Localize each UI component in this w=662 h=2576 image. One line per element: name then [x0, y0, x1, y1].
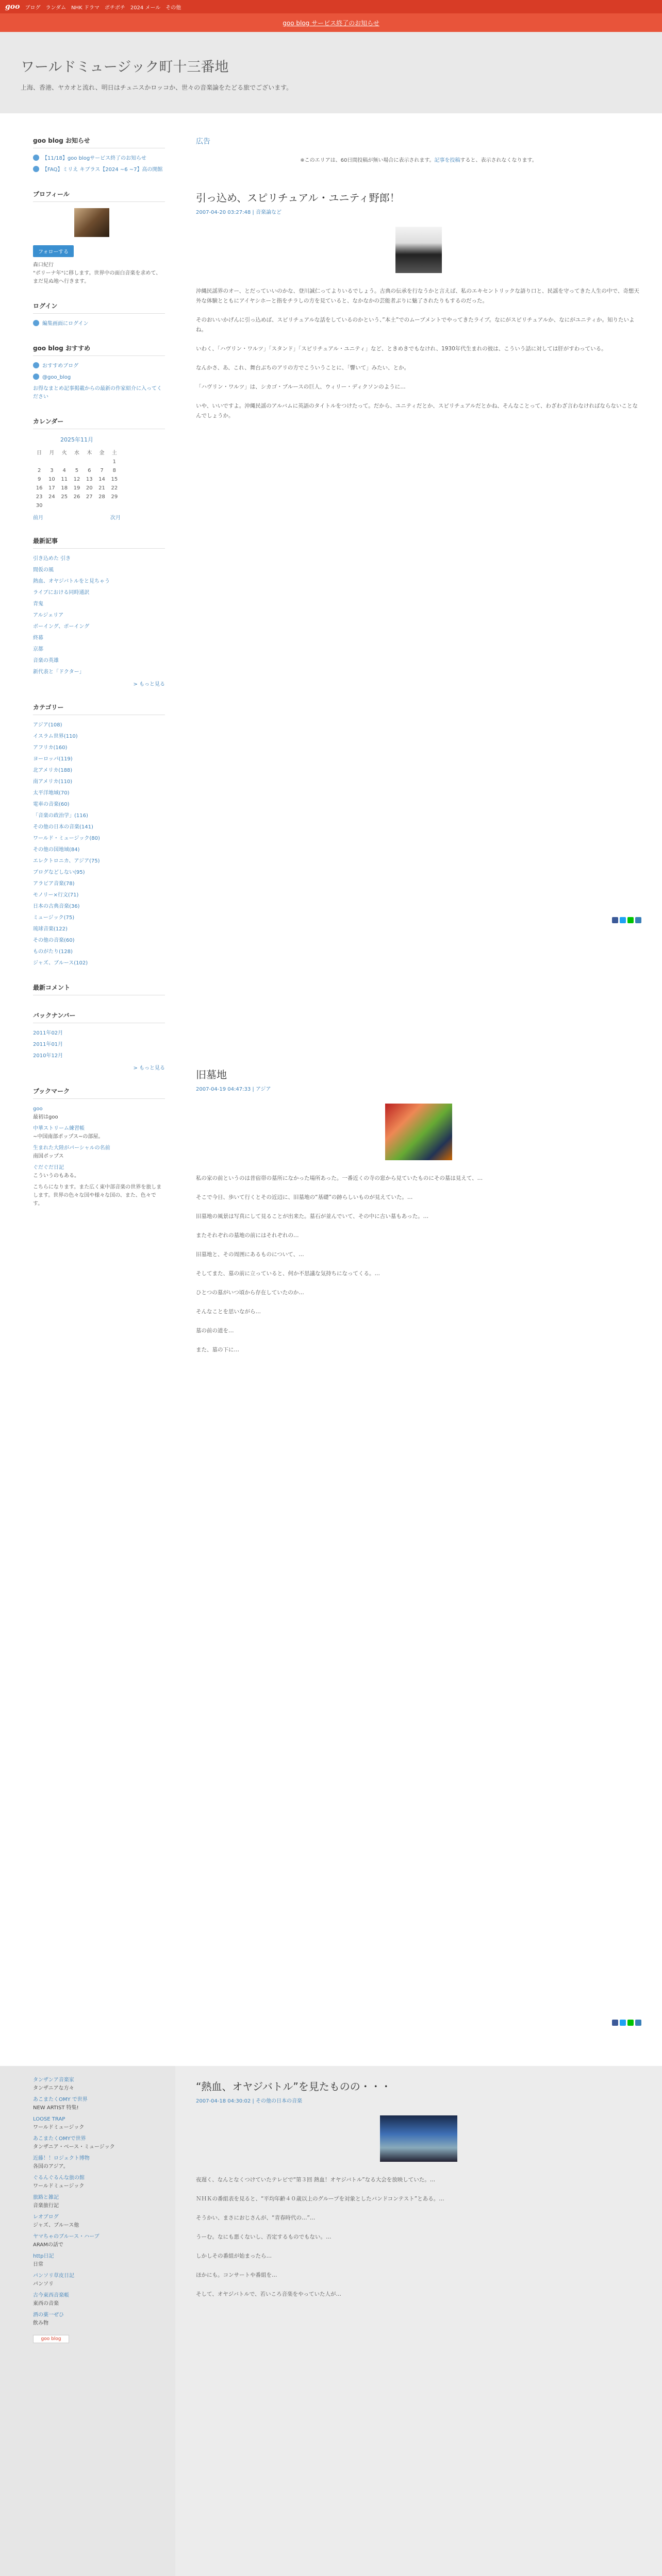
recent-article-link[interactable]: 間仮の風 — [33, 567, 54, 573]
bookmark-desc: こういうのもある。 — [33, 1173, 79, 1179]
post-paragraph: 墓の前の道を… — [196, 1328, 234, 1334]
profile-name: 森口紀行 — [33, 262, 54, 268]
calendar-day[interactable]: 27 — [86, 494, 93, 500]
bookmark-link[interactable]: 古今東西音楽帳 — [33, 2293, 69, 2298]
calendar-week — [33, 457, 121, 466]
sidebar-recommend-title: goo blog おすすめ — [33, 344, 165, 356]
bookmark-desc: ワールドミュージック — [33, 2125, 85, 2130]
bookmark-desc: 南国ポップス — [33, 1154, 64, 1159]
line-share-icon[interactable] — [627, 917, 634, 923]
calendar-day[interactable]: 23 — [36, 494, 43, 500]
post-paragraph: いや、いいですよ。沖縄民謡のアルバムに英語のタイトルをつけたって。だから、ユニティだとか、スピリチュアルだとかね、そんなことって、わざわざ言わなければならないことなんでしょうか。 — [196, 403, 638, 419]
bookmark-link[interactable]: http日記 — [33, 2253, 54, 2259]
bookmark-desc: 最初はgoo — [33, 1114, 58, 1120]
calendar-week — [33, 484, 121, 493]
recommend-blog-link[interactable]: おすすめブログ — [42, 363, 79, 369]
bookmark-desc: 日常 — [33, 2262, 43, 2267]
bookmark-desc: 飲み物 — [33, 2320, 48, 2326]
calendar-week — [33, 493, 121, 501]
sidebar-category — [33, 703, 165, 968]
list-item[interactable] — [33, 657, 165, 665]
category-link[interactable]: アラビア音楽(78) — [33, 881, 75, 887]
sidebar-recent-comment-title: 最新コメント — [33, 983, 165, 995]
list-item[interactable] — [33, 778, 165, 786]
top-link[interactable]: ボチボチ — [104, 5, 125, 11]
calendar-day[interactable]: 10 — [48, 477, 55, 482]
category-link[interactable]: モノリー×行文(71) — [33, 892, 79, 898]
post-body — [196, 286, 641, 421]
facebook-share-icon[interactable] — [612, 2020, 618, 2026]
bookmark-share-icon[interactable] — [635, 2020, 641, 2026]
top-link[interactable]: ブログ — [25, 5, 41, 11]
list-item[interactable] — [33, 891, 165, 900]
bookmark-item[interactable] — [33, 2252, 165, 2269]
recommend-text[interactable]: お得なまとめ記事掲載からの最新の作家紹介に入ってください — [33, 386, 162, 400]
list-item[interactable] — [33, 846, 165, 854]
blog-post — [175, 2078, 662, 2309]
sidebar-recent-comment — [33, 983, 165, 995]
calendar-day[interactable]: 28 — [98, 494, 105, 500]
post-meta: 2007-04-19 04:47:33 | アジア — [196, 1087, 271, 1092]
category-link[interactable]: 「音楽の政治学」(116) — [33, 813, 88, 819]
calendar-weekday: 土 — [111, 450, 117, 456]
sidebar-backnumber — [33, 1011, 165, 1071]
post-paragraph: 夜遅く、なんとなくつけていたテレビで“第３回 熱血！オヤジバトル”なる大会を放映していた。… — [196, 2177, 436, 2183]
post-paragraph: ひとつの墓がいつ頃から存在していたのか… — [196, 1290, 304, 1296]
category-link[interactable]: ブログなどしない(95) — [33, 870, 85, 875]
calendar-day[interactable]: 19 — [73, 485, 80, 491]
ad-notice: ※このエリアは、60日間投稿が無い場合に表示されます。記事を投稿すると、表示されなくなります。 — [300, 158, 537, 163]
category-link[interactable]: 南アメリカ(110) — [33, 779, 73, 785]
list-item[interactable] — [33, 880, 165, 888]
top-link[interactable]: ランダム — [45, 5, 67, 11]
calendar-day — [45, 457, 58, 466]
main-content-lower — [175, 2066, 662, 2576]
bookmark-desc: 各国のアジア。 — [33, 2164, 69, 2170]
login-icon — [33, 320, 39, 326]
bookmark-share-icon[interactable] — [635, 917, 641, 923]
calendar-day[interactable]: 16 — [36, 485, 43, 491]
top-links — [25, 3, 186, 11]
calendar-weekday: 月 — [49, 450, 55, 456]
recent-article-link[interactable]: 引き込めた 引き — [33, 556, 71, 562]
info-icon — [33, 166, 39, 172]
recent-article-link[interactable]: 終幕 — [33, 635, 43, 641]
calendar-week — [33, 501, 121, 510]
share-buttons — [612, 2020, 641, 2026]
list-item[interactable] — [33, 733, 165, 741]
post-title[interactable]: 旧墓地 — [196, 1069, 227, 1081]
bookmark-link[interactable]: LOOSE TRAP — [33, 2116, 65, 2122]
recent-article-link[interactable]: ボーイング、ボーイング — [33, 624, 90, 630]
post-paragraph: なんかさ、あ、これ、舞台ぶちのアリの方でこういうことに、「響いて」みたい、とか。 — [196, 365, 410, 371]
bookmark-item[interactable] — [33, 2233, 165, 2249]
post-paragraph: うーむ。なにも悪くないし、否定するものでもない。… — [196, 2234, 332, 2240]
notice-item[interactable]: 【FAQ】ミリえ キブラス【2024 ~6 ~7】高の開館 — [33, 166, 165, 174]
calendar-day — [33, 457, 45, 466]
calendar-day — [71, 457, 83, 466]
calendar-next-link[interactable]: 次月 — [110, 515, 121, 521]
backnumber-link[interactable]: 2010年12月 — [33, 1053, 63, 1059]
sidebar-category-title: カテゴリー — [33, 703, 165, 715]
post-paragraph: そのおいいかげんに引っ込めば、スピリチュアルな話をしているのかという、”本土”でのムーブメントでやってきたライブ。なにがスピリチュアルか、なにがユニティか。知りたいよね。 — [196, 317, 635, 333]
post-image[interactable] — [380, 2115, 457, 2162]
list-item[interactable] — [33, 1029, 165, 1038]
twitter-share-icon[interactable] — [620, 917, 626, 923]
share-buttons — [612, 917, 641, 923]
post-paragraph: そうかい、まさにおじさんが、“青春時代の…”… — [196, 2215, 316, 2221]
calendar-table — [33, 447, 121, 510]
calendar-day[interactable]: 25 — [61, 494, 68, 500]
goo-logo[interactable]: goo — [5, 3, 20, 11]
backnumber-link[interactable]: 2011年02月 — [33, 1030, 63, 1036]
sidebar-backnumber-title: バックナンバー — [33, 1011, 165, 1023]
sidebar-recommend — [33, 344, 165, 401]
post-paragraph: 沖縄民謡界のオー、とだっていいのかな、登川誠仁ってよりいるでしょう。古典の伝承を行なうかと言えば、私のエキセントリックな語り口と、民謡を守ってきた人生の中で、奇想天外な体験とともにアイヤシホーと指をチラしの方を見ていると、なかなかの芸能者ぶりに魅了されたりもするのだった。 — [196, 288, 639, 304]
post-paragraph: 私の家の前というのは昔宿帯の墓所になかった場所あった。一番近くの寺の窓から見ていたものにその墓は見えて、… — [196, 1175, 483, 1181]
post-paragraph: 旧墓地と、その周囲にあるものについて、… — [196, 1251, 304, 1258]
category-link[interactable]: 北アメリカ(188) — [33, 768, 73, 773]
list-item[interactable] — [33, 555, 165, 563]
sidebar-notice — [33, 136, 165, 174]
bookmark-desc: ~中国南部ポップス~の部屋。 — [33, 1134, 104, 1140]
calendar-day[interactable]: 4 — [62, 468, 66, 473]
bookmark-item[interactable] — [33, 2311, 165, 2328]
category-link[interactable]: アフリカ(160) — [33, 745, 68, 751]
post-paragraph: 「ハヴリン・ワルツ」は、シカゴ・ブルースの巨人、ウィリー・ディクソンのように… — [196, 384, 406, 390]
list-item[interactable] — [33, 600, 165, 608]
calendar-weekday: 木 — [87, 450, 92, 456]
sidebar-recent — [33, 536, 165, 687]
category-link[interactable]: 琉球音楽(122) — [33, 926, 68, 932]
list-item[interactable] — [33, 612, 165, 620]
calendar-day — [58, 501, 71, 510]
post-paragraph: また、墓の下に… — [196, 1347, 239, 1353]
post-article-link[interactable]: 記事を投稿 — [434, 158, 460, 163]
category-link[interactable]: アジア(108) — [33, 722, 62, 728]
recent-article-link[interactable]: 音楽の英雄 — [33, 658, 59, 664]
list-item[interactable] — [33, 869, 165, 877]
recent-article-link[interactable]: 京都 — [33, 647, 43, 652]
bookmark-link[interactable]: パンソリ草皮日記 — [33, 2273, 74, 2279]
top-link[interactable]: NHK ドラマ — [71, 5, 100, 11]
bookmark-item[interactable] — [33, 2272, 165, 2289]
bookmark-text: こちらになります。また広く東中部音楽の世界を旅しまします。世界の色々な国や様々な国の、また、色々です。 — [33, 1184, 162, 1207]
calendar-day[interactable]: 13 — [86, 477, 93, 482]
calendar-day — [71, 501, 83, 510]
top-bar — [0, 0, 662, 13]
list-item[interactable] — [33, 959, 165, 968]
profile-text: "ポリーナ年"に移します。世界中の面白音楽を求めて、まだ見ぬ地へ行きます。 — [33, 270, 161, 284]
calendar-prev-link[interactable]: 前月 — [33, 515, 43, 521]
list-item[interactable] — [33, 1041, 165, 1049]
post-date: 2007-04-19 04:47:33 — [196, 1087, 251, 1092]
list-item[interactable] — [33, 925, 165, 934]
list-item[interactable] — [33, 767, 165, 775]
bookmark-desc: 東西の音楽 — [33, 2301, 59, 2307]
calendar-day — [58, 457, 71, 466]
notice-bar — [0, 13, 662, 32]
sidebar-login-title: ログイン — [33, 301, 165, 314]
calendar-day[interactable]: 2 — [37, 468, 41, 473]
bookmark-desc: パンソリ — [33, 2281, 54, 2287]
calendar-day — [95, 457, 108, 466]
post-paragraph: そして、オヤジバトルで、若いころ音楽をやっていた人が… — [196, 2291, 342, 2297]
bookmark-desc: ワールドミュージック — [33, 2183, 85, 2189]
sidebar-lower — [0, 2066, 175, 2576]
calendar-day[interactable]: 6 — [88, 468, 91, 473]
notice-item[interactable]: 【11/18】goo blogサービス終了のお知らせ — [33, 155, 165, 163]
post-meta: 2007-04-18 04:30:02 | その他の日本の音楽 — [196, 2098, 302, 2104]
post-date: 2007-04-20 03:27:48 — [196, 210, 251, 215]
category-link[interactable]: エレクトロニカ、アジア(75) — [33, 858, 100, 864]
sidebar-profile — [33, 190, 165, 286]
recent-article-link[interactable]: 青鬼 — [33, 601, 43, 607]
calendar-day[interactable]: 18 — [61, 485, 68, 491]
recent-article-link[interactable]: ライブにおける同時通訳 — [33, 590, 90, 596]
bookmark-link[interactable]: ヤマちゃのブルース・ハーブ — [33, 2234, 100, 2240]
calendar-day[interactable]: 3 — [50, 468, 54, 473]
ad-label: 広告 — [196, 138, 210, 146]
category-link[interactable]: ミュージック(75) — [33, 915, 75, 921]
category-link[interactable]: ヨーロッパ(119) — [33, 756, 73, 762]
blog-post — [175, 190, 662, 430]
bookmark-item[interactable] — [33, 1144, 165, 1161]
calendar-day — [45, 501, 58, 510]
bookmark-item[interactable] — [33, 2076, 165, 2093]
list-item[interactable] — [33, 857, 165, 866]
post-date: 2007-04-18 04:30:02 — [196, 2098, 251, 2104]
post-paragraph: ＮＨＫの番組表を見ると、“平均年齢４０歳以上のグループを対象としたバンドコンテスト”とある。… — [196, 2196, 444, 2202]
recommend-twitter-link[interactable]: @goo_blog — [42, 375, 71, 380]
bookmark-desc: 音楽旅行記 — [33, 2203, 59, 2209]
list-item[interactable] — [33, 914, 165, 922]
avatar[interactable] — [74, 208, 109, 237]
calendar-day[interactable]: 1 — [112, 459, 117, 465]
bookmark-link[interactable]: あこまたくOMY で世界 — [33, 2097, 88, 2103]
calendar-day — [95, 501, 108, 510]
bookmark-item[interactable] — [33, 2096, 165, 2112]
bookmark-link[interactable]: 生まれた大陸がパーシャルの名前 — [33, 1145, 110, 1151]
list-item[interactable] — [33, 634, 165, 642]
bookmark-link[interactable]: レオブログ — [33, 2214, 59, 2220]
calendar-day[interactable]: 22 — [111, 485, 118, 491]
bookmark-link[interactable]: 酒の薬一ぜひ — [33, 2312, 64, 2318]
blog-subtitle: 上海、香港、ヤカオと流れ、明日はチュニスかロッコか、世々の音楽論をたどる旅でございます。 — [21, 84, 293, 91]
post-paragraph: そしてまた、墓の前に立っていると、何か不思議な気持ちになってくる。… — [196, 1270, 380, 1277]
calendar-day[interactable]: 26 — [73, 494, 80, 500]
recent-article-link[interactable]: 熱血、オヤジバトルをと見ちゃう — [33, 579, 110, 584]
list-item[interactable] — [33, 948, 165, 956]
category-link[interactable]: その他の国地域(84) — [33, 847, 80, 853]
recent-article-link[interactable]: アルジェリア — [33, 613, 64, 618]
calendar-weekday: 火 — [61, 450, 67, 456]
bookmark-link[interactable]: タンザンア音楽家 — [33, 2077, 74, 2083]
calendar-day[interactable]: 12 — [73, 477, 80, 482]
category-link[interactable]: ものがたり(128) — [33, 949, 73, 955]
bookmark-desc: タンザニア・ベース・ミュージック — [33, 2144, 115, 2150]
post-image[interactable] — [385, 1104, 452, 1160]
bookmark-desc: NEW ARTIST 特集! — [33, 2105, 79, 2111]
category-link[interactable]: その他の日本の音楽(141) — [33, 824, 93, 830]
bookmark-item[interactable] — [33, 2115, 165, 2132]
service-end-notice-link[interactable]: goo blog サービス終了のお知らせ — [283, 19, 379, 27]
calendar-weekday: 金 — [99, 450, 105, 456]
line-share-icon[interactable] — [627, 2020, 634, 2026]
facebook-share-icon[interactable] — [612, 917, 618, 923]
post-category[interactable]: アジア — [255, 1087, 271, 1092]
top-link[interactable]: その他 — [166, 5, 181, 11]
list-item[interactable] — [33, 623, 165, 631]
list-item[interactable] — [33, 589, 165, 597]
star-icon — [33, 362, 39, 368]
post-category[interactable]: 音楽論など — [255, 210, 282, 215]
list-item[interactable] — [33, 801, 165, 809]
post-meta: 2007-04-20 03:27:48 | 音楽論など — [196, 210, 282, 215]
post-paragraph: しかしその番組が始まったら… — [196, 2253, 272, 2259]
category-link[interactable]: その他の音楽(60) — [33, 938, 75, 943]
list-item[interactable] — [33, 646, 165, 654]
post-category[interactable]: その他の日本の音楽 — [255, 2098, 302, 2104]
calendar-day — [83, 501, 95, 510]
bookmark-link[interactable]: 旅路と雑記 — [33, 2195, 59, 2200]
calendar-weekday: 日 — [37, 450, 42, 456]
list-item[interactable] — [33, 744, 165, 752]
list-item[interactable] — [33, 812, 165, 820]
post-paragraph: いわく、「ハヴリン・ワルツ」「スタンド」「スピリチュアル・ユニティ」など、ときめきでもなけれ、1930年代生まれの彼は、こういう話に対しては肝がすわっている。 — [196, 346, 607, 352]
login-link[interactable]: 編集画面にログイン — [42, 321, 89, 327]
bookmark-item[interactable] — [33, 2135, 165, 2151]
follow-button[interactable]: フォローする — [33, 245, 74, 257]
top-link[interactable]: 2024 メール — [130, 5, 161, 11]
bookmark-item[interactable] — [33, 1125, 165, 1141]
calendar-day[interactable]: 8 — [112, 468, 117, 473]
list-item[interactable] — [33, 721, 165, 730]
calendar-day[interactable]: 9 — [37, 477, 41, 482]
category-link[interactable]: ワールド・ミュージック(80) — [33, 836, 100, 841]
sidebar-login — [33, 301, 165, 328]
calendar-day[interactable]: 29 — [111, 494, 118, 500]
bookmark-item[interactable] — [33, 1164, 165, 1180]
post-image[interactable] — [395, 227, 442, 273]
sidebar-calendar — [33, 417, 165, 521]
post-body — [196, 2175, 641, 2299]
recent-more-link[interactable]: > もっと見る — [133, 682, 165, 687]
category-link[interactable]: 日本の古典音楽(36) — [33, 904, 80, 909]
post-title[interactable]: “熱血、オヤジバトル”を見たものの・・・ — [196, 2080, 391, 2093]
bookmark-link[interactable]: 中華ストリーム練習帳 — [33, 1126, 85, 1131]
post-paragraph: またそれぞれの墓地の前にはそれぞれの… — [196, 1232, 299, 1239]
category-link[interactable]: ジャズ、ブルース(102) — [33, 960, 88, 966]
list-item[interactable] — [33, 566, 165, 574]
sidebar-bookmark-title: ブックマーク — [33, 1087, 165, 1099]
list-item[interactable] — [33, 1052, 165, 1060]
post-body — [196, 1174, 641, 1355]
calendar-week — [33, 466, 121, 475]
calendar-day[interactable]: 24 — [48, 494, 55, 500]
bookmark-desc: ジャズ、ブルース他 — [33, 2223, 79, 2228]
ad-area — [175, 113, 662, 163]
list-item[interactable] — [33, 823, 165, 832]
list-item[interactable] — [33, 937, 165, 945]
bookmark-link[interactable]: ぐだぐだ日記 — [33, 1165, 64, 1171]
list-item[interactable] — [33, 903, 165, 911]
calendar-day[interactable]: 15 — [111, 477, 118, 482]
list-item[interactable] — [33, 789, 165, 798]
list-item[interactable] — [33, 578, 165, 586]
calendar-day[interactable]: 17 — [48, 485, 55, 491]
calendar-day[interactable]: 20 — [86, 485, 93, 491]
list-item[interactable] — [33, 835, 165, 843]
list-item[interactable] — [33, 668, 165, 676]
bookmark-link[interactable]: ぐるんぐるんな旅の館 — [33, 2175, 85, 2181]
sidebar — [0, 113, 175, 2066]
main-content — [175, 113, 662, 2066]
calendar-day[interactable]: 21 — [98, 485, 105, 491]
twitter-share-icon[interactable] — [620, 2020, 626, 2026]
category-link[interactable]: イスラム世界(110) — [33, 734, 78, 739]
backnumber-more-link[interactable]: > もっと見る — [133, 1065, 165, 1071]
blog-header — [21, 56, 641, 92]
blog-post — [175, 1066, 662, 1364]
bookmark-desc: タンザニアな方々 — [33, 2086, 74, 2091]
post-paragraph: 旧墓地の風景は写真にして見ることが出来た。墓石が並んでいて、その中に古い墓もあった。… — [196, 1213, 429, 1219]
sidebar-notice-title: goo blog お知らせ — [33, 136, 165, 148]
post-paragraph: ほかにも。コンサートや番組を… — [196, 2272, 277, 2278]
recent-article-link[interactable]: 新代表と「ドクター」 — [33, 669, 85, 675]
calendar-day — [108, 501, 121, 510]
calendar-day[interactable]: 11 — [61, 477, 68, 482]
backnumber-link[interactable]: 2011年01月 — [33, 1042, 63, 1047]
calendar-day[interactable]: 30 — [36, 503, 43, 509]
post-paragraph: そこで今日、歩いて行くとその近辺に、旧墓地の“基礎”の跡らしいものが見えていた。… — [196, 1194, 413, 1200]
blog-title[interactable]: ワールドミュージック町十三番地 — [21, 59, 229, 75]
post-title[interactable]: 引っ込め、スピリチュアル・ユニティ野郎！ — [196, 192, 400, 204]
sidebar-recent-title: 最新記事 — [33, 536, 165, 549]
list-item[interactable] — [33, 755, 165, 764]
bookmark-desc: ARAMの話で — [33, 2242, 63, 2248]
bookmark-link[interactable]: 近藤！！ロジェクト博物 — [33, 2156, 90, 2161]
calendar-weekday: 水 — [74, 450, 79, 456]
calendar-day[interactable]: 14 — [98, 477, 105, 482]
calendar-day — [83, 457, 95, 466]
category-link[interactable]: 電車の音楽(60) — [33, 802, 70, 807]
info-icon — [33, 155, 39, 161]
sidebar-calendar-title: カレンダー — [33, 417, 165, 429]
calendar-month: 2025年11月 — [60, 436, 93, 443]
bookmark-link[interactable]: goo — [33, 1106, 43, 1112]
bookmark-item[interactable] — [33, 2155, 165, 2171]
calendar-week — [33, 475, 121, 484]
calendar-day[interactable]: 7 — [100, 468, 104, 473]
bookmark-item[interactable] — [33, 2174, 165, 2191]
bookmark-link[interactable]: あこまたくOMYで世界 — [33, 2136, 86, 2142]
bookmark-item[interactable] — [33, 2292, 165, 2308]
sidebar-bookmark — [33, 1087, 165, 1208]
bookmark-item[interactable] — [33, 2213, 165, 2230]
bookmark-item[interactable] — [33, 1105, 165, 1122]
post-paragraph: そんなことを思いながら… — [196, 1309, 261, 1315]
goo-blog-badge[interactable]: goo blog — [33, 2335, 69, 2343]
calendar-day[interactable]: 5 — [75, 468, 79, 473]
category-link[interactable]: 太平洋地域(70) — [33, 790, 70, 796]
bookmark-item[interactable] — [33, 2194, 165, 2210]
sidebar-profile-title: プロフィール — [33, 190, 165, 202]
bird-icon — [33, 374, 39, 380]
